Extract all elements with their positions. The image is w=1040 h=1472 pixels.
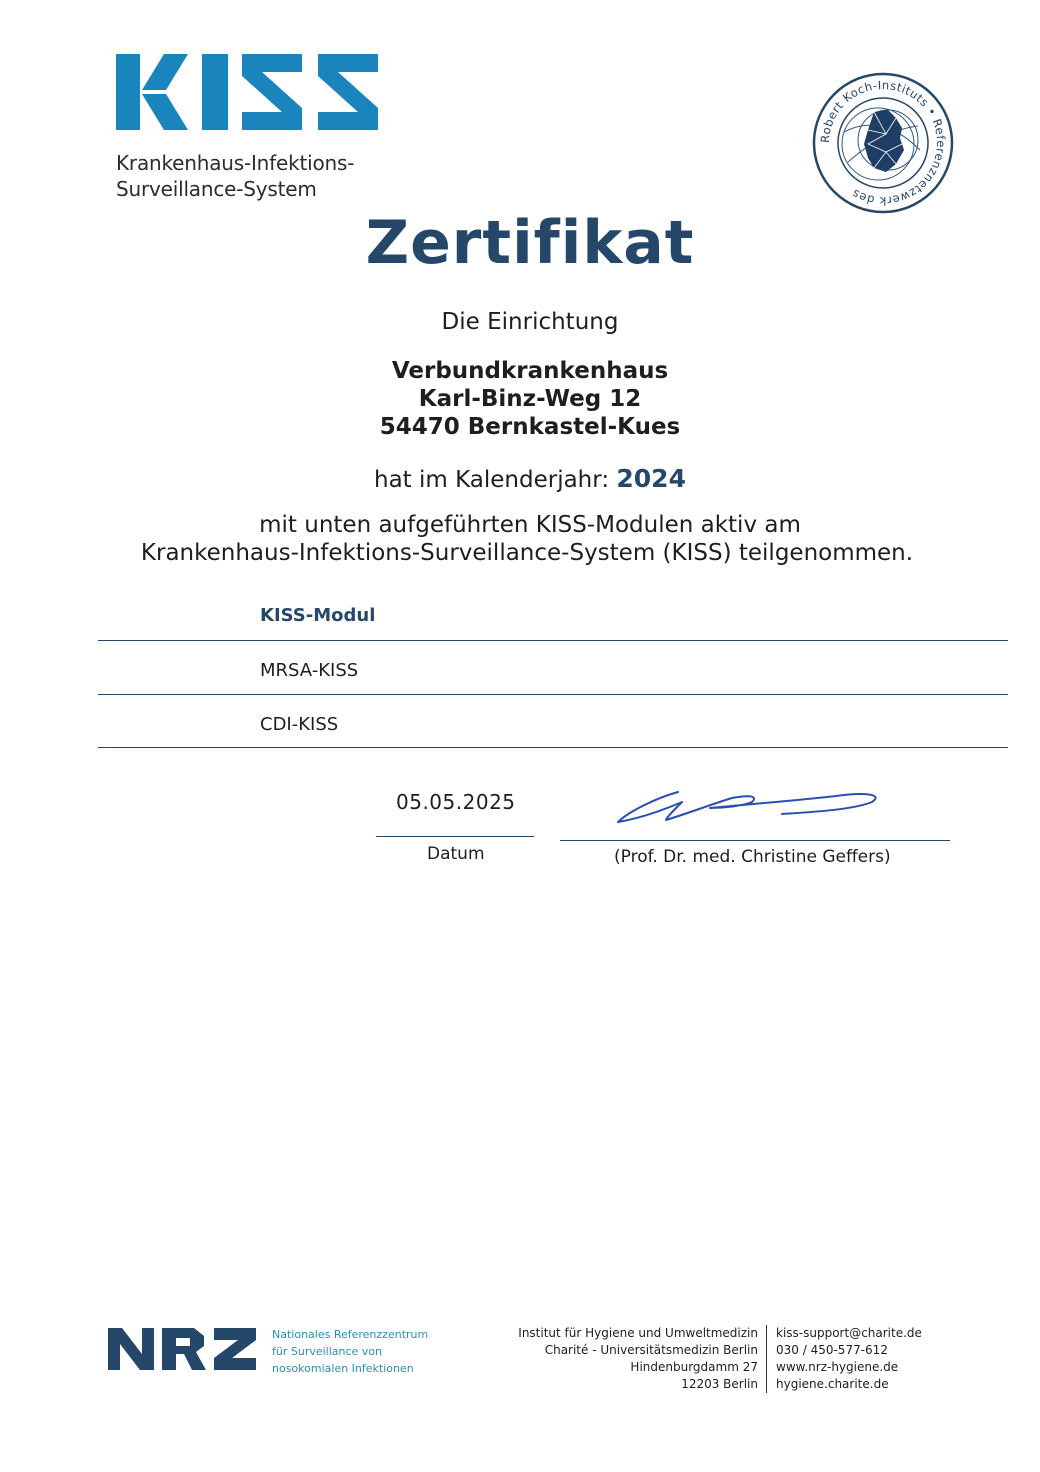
rki-reference-seal bbox=[812, 72, 954, 214]
year-value: 2024 bbox=[616, 464, 686, 493]
date-label: Datum bbox=[427, 844, 485, 864]
facility-street: Karl-Binz-Weg 12 bbox=[418, 386, 642, 412]
table-divider bbox=[98, 694, 1008, 695]
footer-divider bbox=[766, 1325, 767, 1393]
germany-map-icon bbox=[864, 110, 904, 172]
intro-text: Die Einrichtung bbox=[441, 309, 619, 335]
nrz-text-line2: für Surveillance von bbox=[272, 1345, 383, 1358]
institute-line1: Institut für Hygiene und Umweltmedizin bbox=[518, 1326, 758, 1340]
nrz-text-line3: nosokomialen Infektionen bbox=[272, 1362, 414, 1375]
module-row-2: CDI-KISS bbox=[260, 714, 339, 735]
module-table-header: KISS-Modul bbox=[260, 605, 376, 626]
issue-date: 05.05.2025 bbox=[396, 790, 516, 814]
svg-text:Robert Koch-Instituts • Refere: Robert Koch-Instituts • Referenznetzwerk des bbox=[817, 77, 949, 209]
nrz-logo bbox=[108, 1326, 258, 1372]
participation-line1: mit unten aufgeführten KISS-Modulen aktiv am bbox=[259, 512, 801, 538]
contact-website-nrz[interactable]: www.nrz-hygiene.de bbox=[776, 1360, 899, 1374]
certificate-title: Zertifikat bbox=[365, 208, 695, 278]
nrz-text-line1: Nationales Referenzzentrum bbox=[272, 1328, 429, 1341]
year-prefix: hat im Kalenderjahr: bbox=[374, 467, 610, 493]
contact-phone: 030 / 450-577-612 bbox=[776, 1343, 888, 1357]
table-divider bbox=[98, 640, 1008, 641]
module-row-1: MRSA-KISS bbox=[260, 660, 359, 681]
contact-email[interactable]: kiss-support@charite.de bbox=[776, 1326, 922, 1340]
signer-name: (Prof. Dr. med. Christine Geffers) bbox=[614, 847, 891, 867]
kiss-subtitle bbox=[116, 150, 354, 202]
signature-underline bbox=[560, 840, 950, 841]
institute-line2: Charité - Universitätsmedizin Berlin bbox=[544, 1343, 758, 1357]
kiss-logo bbox=[116, 52, 386, 134]
facility-name: Verbundkrankenhaus bbox=[391, 358, 669, 384]
handwritten-signature bbox=[612, 778, 882, 830]
facility-city: 54470 Bernkastel-Kues bbox=[379, 414, 681, 440]
kiss-subtitle-line1: Krankenhaus-Infektions- bbox=[116, 151, 355, 175]
date-underline bbox=[376, 836, 534, 837]
participation-line2: Krankenhaus-Infektions-Surveillance-System (KISS) teilgenommen. bbox=[140, 540, 914, 566]
institute-line4: 12203 Berlin bbox=[681, 1377, 758, 1391]
kiss-subtitle-line2: Surveillance-System bbox=[116, 177, 317, 201]
year-statement bbox=[0, 464, 1040, 493]
contact-website-charite[interactable]: hygiene.charite.de bbox=[776, 1377, 889, 1391]
table-divider bbox=[98, 747, 1008, 748]
institute-line3: Hindenburgdamm 27 bbox=[630, 1360, 758, 1374]
